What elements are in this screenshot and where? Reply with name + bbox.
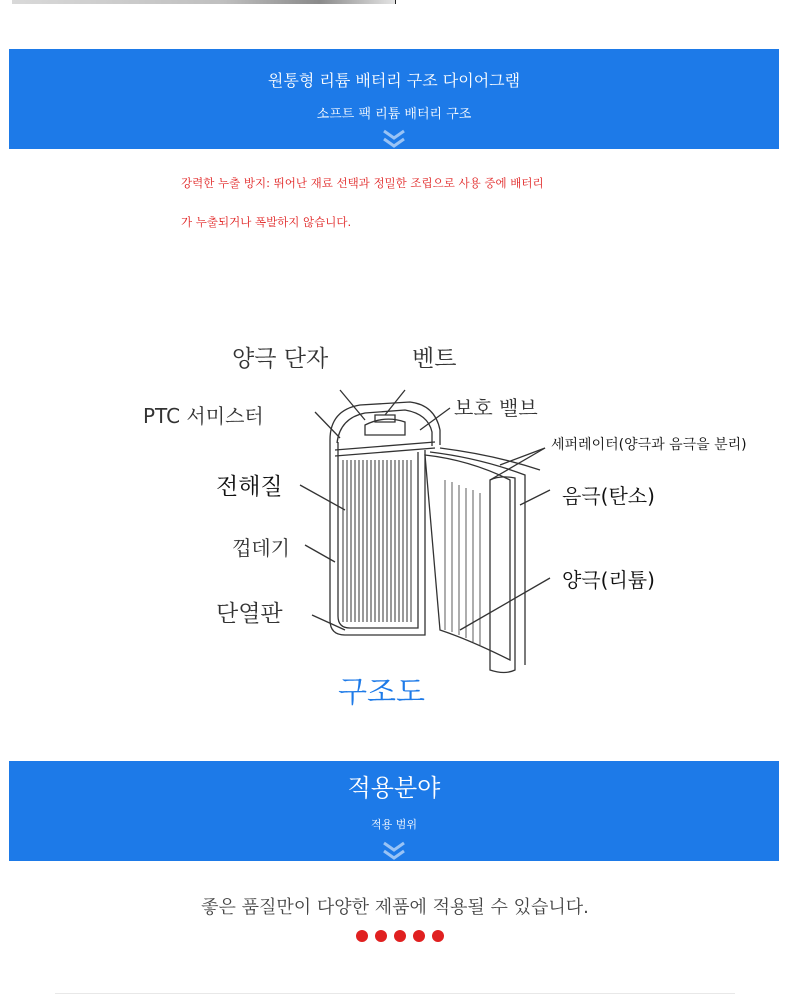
leak-proof-description-line-2: 가 누출되거나 폭발하지 않습니다. (181, 215, 352, 229)
application-banner-subtitle: 적용 범위 (370, 818, 417, 831)
diagram-title: 구조도 (338, 675, 425, 710)
label-ptc-thermistor: PTC 서미스터 (143, 404, 264, 428)
dot-icon (432, 930, 444, 942)
bottom-divider (55, 993, 735, 994)
top-image-fragment (12, 0, 396, 4)
dot-icon (375, 930, 387, 942)
label-separator: 세퍼레이터(양극과 음극을 분리) (551, 437, 747, 453)
label-casing: 껍데기 (232, 536, 290, 560)
label-positive-electrode: 양극(리튬) (562, 568, 655, 592)
decorative-dots (356, 930, 444, 942)
structure-banner (9, 49, 779, 149)
application-banner (9, 761, 779, 861)
battery-structure-diagram (0, 330, 790, 720)
cylindrical-battery-illustration (0, 330, 790, 720)
top-image-edge (395, 0, 396, 4)
dot-icon (356, 930, 368, 942)
dot-icon (394, 930, 406, 942)
label-insulation-plate: 단열판 (216, 601, 283, 627)
leak-proof-description-line-1: 강력한 누출 방지: 뛰어난 재료 선택과 정밀한 조립으로 사용 중에 배터리 (181, 176, 544, 190)
double-chevron-down-icon (382, 129, 406, 149)
label-negative-electrode: 음극(탄소) (562, 484, 655, 508)
label-positive-terminal: 양극 단자 (232, 346, 329, 372)
label-vent: 벤트 (412, 346, 457, 372)
application-tagline: 좋은 품질만이 다양한 제품에 적용될 수 있습니다. (201, 897, 589, 918)
dot-icon (413, 930, 425, 942)
structure-banner-subtitle: 소프트 팩 리튬 배터리 구조 (316, 107, 472, 122)
label-protection-valve: 보호 밸브 (454, 396, 538, 420)
double-chevron-down-icon (382, 841, 406, 861)
label-electrolyte: 전해질 (216, 474, 283, 500)
structure-banner-title: 원통형 리튬 배터리 구조 다이어그램 (267, 71, 521, 90)
application-banner-title: 적용분야 (347, 774, 441, 802)
